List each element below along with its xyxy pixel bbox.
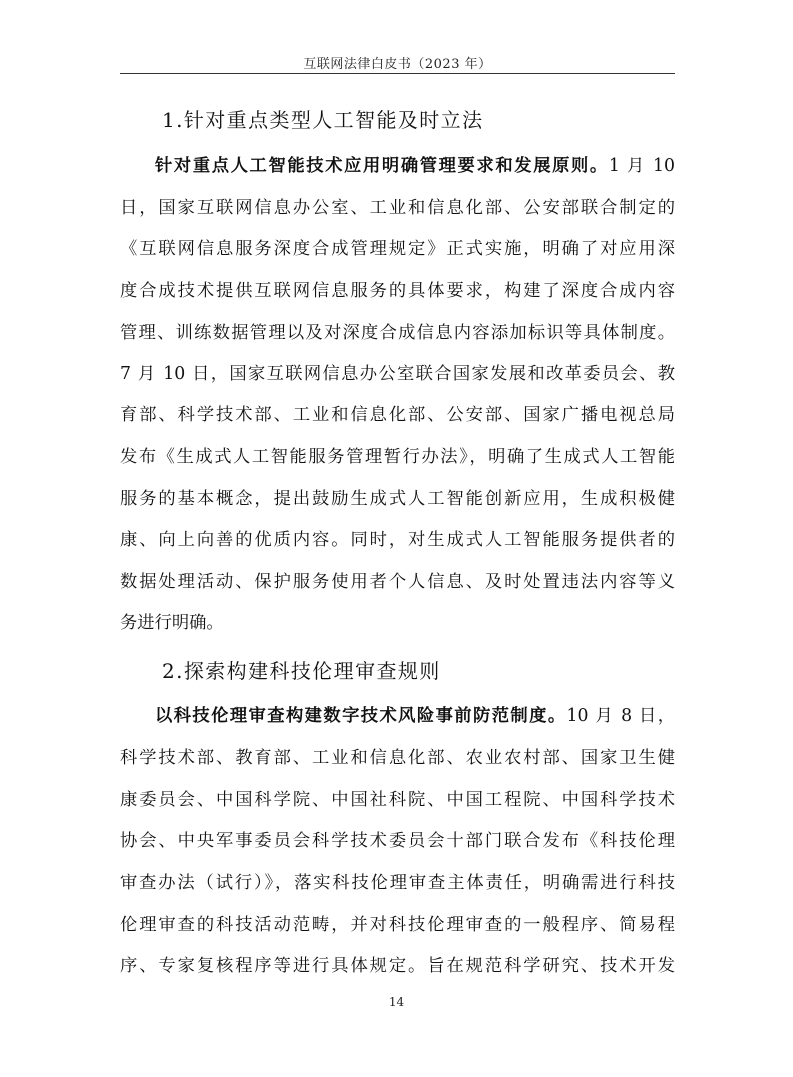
paragraph-line: 康委员会、中国科学院、中国社科院、中国工程院、中国科学技术 — [120, 790, 675, 810]
section-1-paragraph-line-1 — [155, 151, 675, 176]
paragraph-line: 康、向上向善的优质内容。同时，对生成式人工智能服务提供者的 — [120, 530, 675, 550]
paragraph-line: 日，国家互联网信息办公室、工业和信息化部、公安部联合制定的 — [120, 198, 675, 218]
paragraph-line: 服务的基本概念，提出鼓励生成式人工智能创新应用，生成积极健 — [120, 489, 675, 509]
paragraph-line: 《互联网信息服务深度合成管理规定》正式实施，明确了对应用深 — [120, 239, 675, 259]
section-1-lead-tail: 1 月 10 — [608, 156, 675, 176]
running-header: 互联网法律白皮书（2023 年） — [303, 57, 492, 72]
paragraph-line: 务进行明确。 — [120, 613, 224, 633]
paragraph-line: 育部、科学技术部、工业和信息化部、公安部、国家广播电视总局 — [120, 405, 675, 425]
paragraph-line: 管理、训练数据管理以及对深度合成信息内容添加标识等具体制度。 — [120, 323, 675, 343]
section-2-lead-tail: 10 月 8 日， — [566, 706, 675, 726]
header-divider — [120, 73, 675, 74]
paragraph-line: 审查办法（试行）》，落实科技伦理审查主体责任，明确需进行科技 — [120, 873, 675, 893]
section-2-paragraph-line-1 — [155, 701, 675, 726]
paragraph-line: 科学技术部、教育部、工业和信息化部、农业农村部、国家卫生健 — [120, 748, 675, 768]
paragraph-line: 数据处理活动、保护服务使用者个人信息、及时处置违法内容等义 — [120, 572, 675, 592]
paragraph-line: 协会、中央军事委员会科学技术委员会十部门联合发布《科技伦理 — [120, 831, 675, 851]
paragraph-line: 发布《生成式人工智能服务管理暂行办法》，明确了生成式人工智能 — [120, 447, 675, 467]
section-1-lead: 针对重点人工智能技术应用明确管理要求和发展原则。 — [155, 156, 609, 176]
paragraph-line: 度合成技术提供互联网信息服务的具体要求，构建了深度合成内容 — [120, 281, 675, 301]
page-number: 14 — [388, 995, 405, 1009]
section-1-heading: 1.针对重点类型人工智能及时立法 — [162, 108, 484, 132]
section-2-lead: 以科技伦理审查构建数字技术风险事前防范制度。 — [155, 706, 567, 726]
section-2-heading: 2.探索构建科技伦理审查规则 — [162, 659, 441, 683]
paragraph-line: 7 月 10 日，国家互联网信息办公室联合国家发展和改革委员会、教 — [120, 364, 675, 384]
paragraph-line: 序、专家复核程序等进行具体规定。旨在规范科学研究、技术开发 — [120, 956, 675, 976]
paragraph-line: 伦理审查的科技活动范畴，并对科技伦理审查的一般程序、简易程 — [120, 915, 675, 935]
